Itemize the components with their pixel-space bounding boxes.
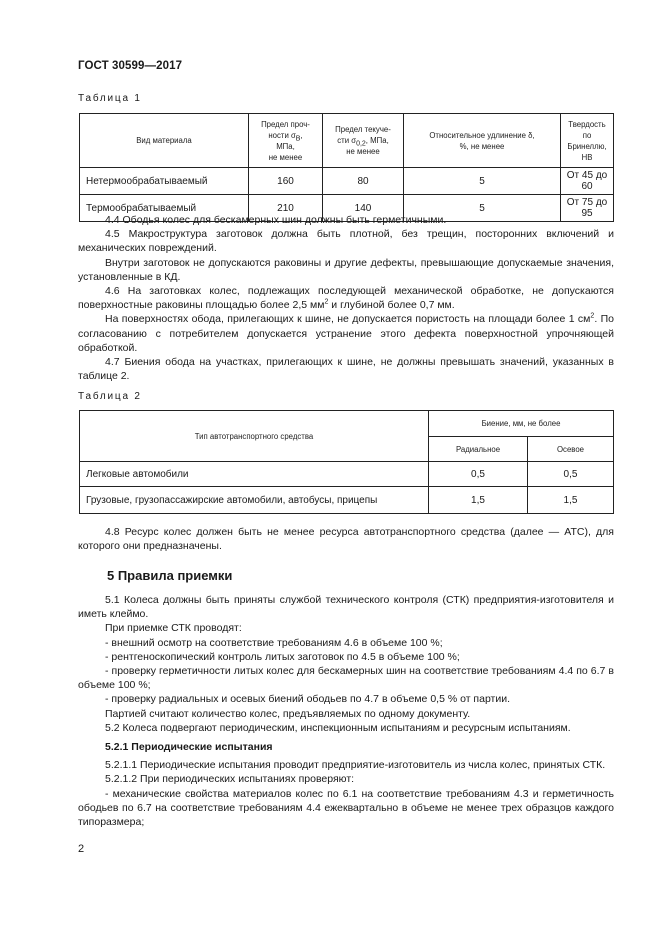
list-item: - внешний осмотр на соответствие требованиям 4.6 в объеме 100 %;: [105, 636, 443, 649]
text-block-requirements: [78, 213, 614, 383]
table-row: [80, 462, 614, 487]
cell-elongation: 5: [404, 168, 561, 195]
th-runout: Биение, мм, не более: [429, 411, 614, 437]
cell-vehicle-type: Грузовые, грузопассажирские автомобили, автобусы, прицепы: [80, 487, 429, 514]
table2-header-row: [80, 411, 614, 437]
th-elongation: Относительное удлинение δ, %, не менее: [404, 114, 561, 168]
paragraph-5-1: 5.1 Колеса должны быть приняты службой технического контроля (СТК) предприятия-изготовителя и иметь клеймо.: [78, 594, 614, 621]
cell-elongation: 5: [404, 195, 561, 222]
cell-radial: 0,5: [429, 462, 528, 487]
list-item: - рентгеноскопический контроль литых заготовок по 4.5 в объеме 100 %;: [105, 650, 460, 663]
table2-caption: Таблица 2: [78, 391, 142, 402]
cell-strength: 160: [249, 168, 323, 195]
paragraph-5-2-1-2a: - механические свойства материалов колес по 6.1 на соответствие требованиям 4.3 и герметичность ободьев по 6.7 на соответствие требованиям 4.4 ежеквартально в объеме не менее трех образцов каждого типоразмера;: [78, 787, 614, 829]
paragraph-5-1c: Партией считают количество колес, предъявляемых по одному документу.: [105, 707, 471, 720]
th-yield: Предел текуче- сти $\sigma_{0,2}$, МПа, не менее: [323, 114, 404, 168]
cell-hardness: От 75 до 95: [561, 195, 614, 222]
paragraph-4-5: 4.5 Макроструктура заготовок должна быть плотной, без трещин, посторонних включений и механических повреждений.: [78, 228, 614, 255]
paragraph-5-2-1-1: 5.2.1.1 Периодические испытания проводит предприятие-изготовитель из числа колес, принятых СТК.: [105, 759, 606, 772]
cell-hardness: От 45 до 60: [561, 168, 614, 195]
section-5-title: 5 Правила приемки: [107, 568, 233, 583]
cell-material: Нетермообрабатываемый: [80, 168, 249, 195]
cell-axial: 1,5: [528, 487, 614, 514]
cell-axial: 0,5: [528, 462, 614, 487]
subsection-5-2-1-title: 5.2.1 Периодические испытания: [105, 741, 273, 754]
paragraph-5-1b: При приемке СТК проводят:: [105, 622, 242, 635]
text-block-section-5: [78, 593, 614, 829]
paragraph-4-4: 4.4 Ободья колес для бескамерных шин должны быть герметичными.: [105, 214, 447, 226]
page-number: 2: [78, 843, 85, 855]
cell-strength: 210: [249, 195, 323, 222]
table-row: [80, 168, 614, 195]
paragraph-4-5b: Внутри заготовок не допускаются раковины и другие дефекты, превышающие допускаемые значения, установленные в КД.: [78, 256, 614, 283]
cell-yield: 140: [323, 195, 404, 222]
table1: [79, 113, 614, 222]
cell-radial: 1,5: [429, 487, 528, 514]
list-item: - проверку герметичности литых колес для бескамерных шин на соответствие требованиям 4.4 по 6.7 в объеме 100 %;: [78, 665, 614, 692]
paragraph-4-8: 4.8 Ресурс колес должен быть не менее ресурса автотранспортного средства (далее — АТС), для которого они предназначены.: [78, 526, 614, 553]
paragraph-4-6: 4.6 На заготовках колес, подлежащих последующей механической обработке, не допускаются поверхностные раковины площадью более 2,5 $мм^2$ и глубиной более 0,7 мм.: [78, 285, 614, 312]
paragraph-4-6c: На поверхностях обода, прилегающих к шине, не допускается пористость на площади более 1 $см^2$. По согласованию с потребителем допускается устранение этого дефекта поверхностной упрочняющей обработкой.: [78, 312, 614, 354]
table2: [79, 410, 614, 514]
th-hardness: Твердость по Бринеллю, НВ: [561, 114, 614, 168]
th-strength: Предел проч- ности $\sigma_B$, МПа, не менее: [249, 114, 323, 168]
table-row: [80, 487, 614, 514]
th-material: Вид материала: [80, 114, 249, 168]
cell-yield: 80: [323, 168, 404, 195]
table1-caption: Таблица 1: [78, 93, 142, 104]
document-header: ГОСТ 30599—2017: [78, 60, 183, 72]
th-radial: Радиальное: [429, 437, 528, 462]
table1-header-row: [80, 114, 614, 168]
paragraph-4-8-block: [78, 525, 614, 553]
cell-vehicle-type: Легковые автомобили: [80, 462, 429, 487]
th-vehicle-type: Тип автотранспортного средства: [80, 411, 429, 462]
list-item: - проверку радиальных и осевых биений ободьев по 4.7 в объеме 0,5 % от партии.: [105, 693, 511, 706]
paragraph-5-2-1-2: 5.2.1.2 При периодических испытаниях проверяют:: [105, 773, 355, 786]
th-axial: Осевое: [528, 437, 614, 462]
cell-material: Термообрабатываемый: [80, 195, 249, 222]
paragraph-4-7: 4.7 Биения обода на участках, прилегающих к шине, не должны превышать значений, указанных в таблице 2.: [78, 356, 614, 383]
paragraph-5-2: 5.2 Колеса подвергают периодическим, инспекционным испытаниям и ресурсным испытаниям.: [105, 721, 571, 734]
